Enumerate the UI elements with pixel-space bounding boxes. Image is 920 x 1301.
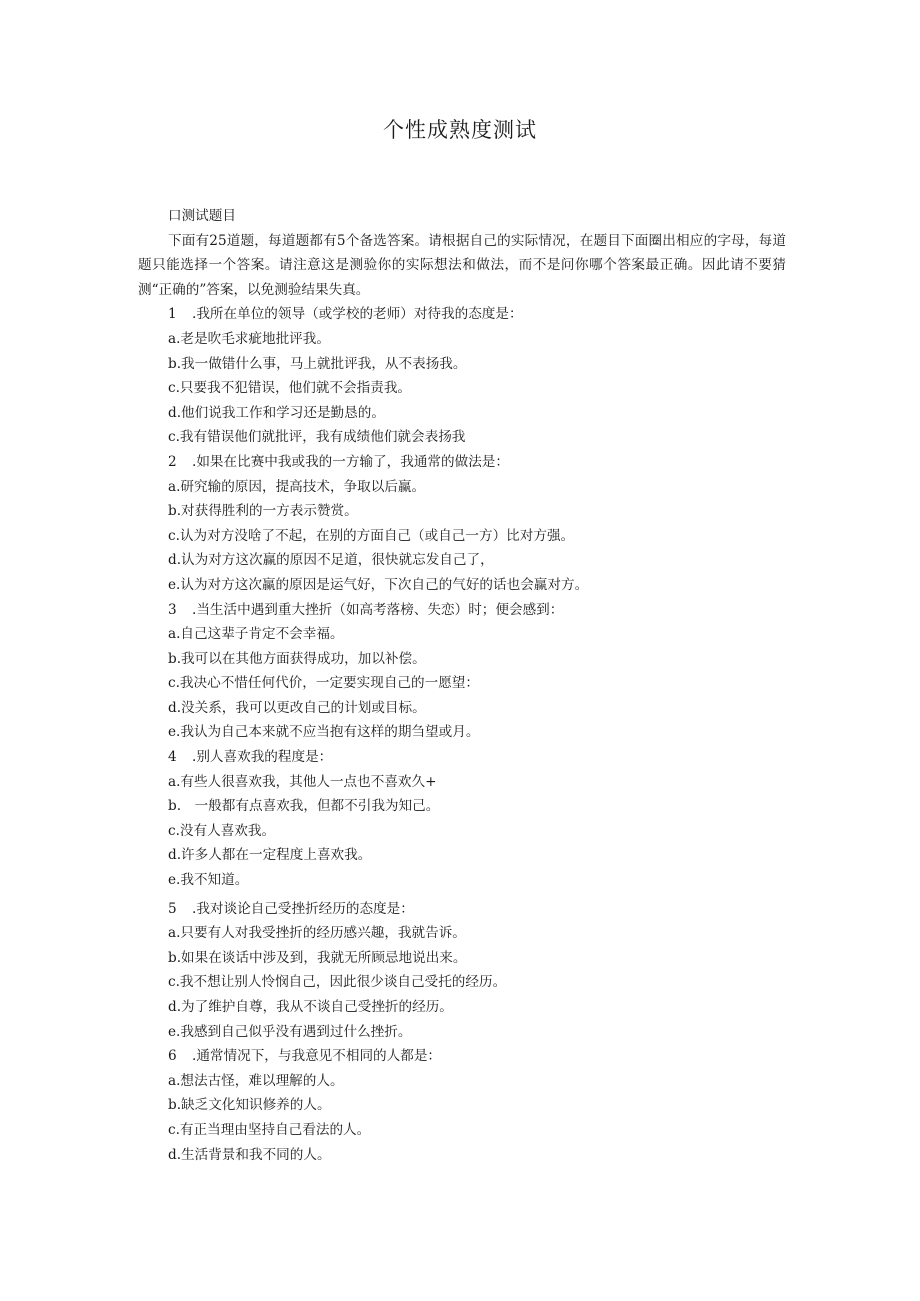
question-stem <box>138 450 786 475</box>
answer-option: c.我有错误他们就批评，我有成绩他们就会表扬我 <box>168 429 466 446</box>
question <box>138 450 786 598</box>
answer-option: b. 一般都有点喜欢我，但都不引我为知己。 <box>168 798 440 815</box>
question-text: .别人喜欢我的程度是： <box>192 749 333 766</box>
answer-option: b.我一做错什么事，马上就批评我，从不表扬我。 <box>168 355 467 372</box>
intro-paragraph: 下面有25道题，每道题都有5个备选答案。请根据自己的实际情况，在题目下面圈出相应的字母，每道题只能选择一个答案。请注意这是测验你的实际想法和做法，而不是问你哪个答案最正确。因此请不要猜测“正确的”答案，以免测验结果失真。 <box>138 232 786 298</box>
answer-option: e.认为对方这次赢的原因是运气好，下次自己的气好的话也会赢对方。 <box>168 576 589 593</box>
question-number: 2 <box>168 453 177 470</box>
answer-option: e.我认为自己本来就不应当抱有这样的期刍望或月。 <box>168 724 480 741</box>
document-body <box>138 204 786 1167</box>
answer-option: b.我可以在其他方面获得成功，加以补偿。 <box>168 650 426 667</box>
answer-option: d.他们说我工作和学习还是勤恳的。 <box>168 404 385 421</box>
question-text: .我对谈论自己受挫折经历的态度是： <box>192 900 414 917</box>
question-text: .如果在比赛中我或我的一方输了，我通常的做法是： <box>192 453 509 470</box>
answer-option: c.只要我不犯错误，他们就不会指责我。 <box>168 380 412 397</box>
question-number: 6 <box>168 1048 177 1065</box>
question-stem <box>138 1044 786 1069</box>
question-number: 1 <box>168 306 177 323</box>
answer-option: a.只要有人对我受挫折的经历感兴趣，我就告诉。 <box>168 925 466 942</box>
question-stem <box>138 745 786 770</box>
answer-option: c.有正当理由坚持自己看法的人。 <box>168 1121 371 1138</box>
question-number: 4 <box>168 749 177 766</box>
answer-option: d.为了维护自尊，我从不谈自己受挫折的经历。 <box>168 999 453 1015</box>
answer-option: c.我不想让别人怜悯自己，因此很少谈自己受托的经历。 <box>168 974 507 991</box>
question-stem <box>138 302 786 327</box>
page-title: 个性成熟度测试 <box>383 118 537 142</box>
answer-option: e.我不知道。 <box>168 872 249 889</box>
question-text: .通常情况下，与我意见不相同的人都是： <box>192 1048 442 1065</box>
question-stem <box>138 598 786 623</box>
answer-option: e.我感到自己似乎没有遇到过什么挫折。 <box>168 1023 412 1040</box>
question <box>138 897 786 1045</box>
answer-option: b.缺乏文化知识修养的人。 <box>168 1097 331 1114</box>
answer-option: d.许多人都在一定程度上喜欢我。 <box>168 847 372 864</box>
question <box>138 1044 786 1167</box>
question-stem <box>138 897 786 922</box>
answer-option: b.如果在谈话中涉及到，我就无所顾忌地说出来。 <box>168 949 467 966</box>
answer-option: d.生活背景和我不同的人。 <box>168 1146 331 1163</box>
answer-option: c.认为对方没啥了不起，在别的方面自己（或自己一方）比对方强。 <box>168 527 575 544</box>
answer-option: a.研究输的原因，提高技术，争取以后赢。 <box>168 478 426 495</box>
question-list <box>138 302 786 1167</box>
question <box>138 598 786 746</box>
answer-option: c.我决心不惜任何代价，一定要实现自己的一愿望： <box>168 675 479 692</box>
answer-option: a.自己这辈子肯定不会幸福。 <box>168 626 344 643</box>
section-heading: 口测试题目 <box>168 208 236 224</box>
question-number: 5 <box>168 900 177 917</box>
question-number: 3 <box>168 601 177 618</box>
answer-option: c.没有人喜欢我。 <box>168 822 276 839</box>
answer-option: a.想法古怪，难以理解的人。 <box>168 1072 344 1089</box>
answer-option: b.对获得胜利的一方表示赞赏。 <box>168 503 358 520</box>
question-text: .我所在单位的领导（或学校的老师）对待我的态度是： <box>192 306 523 323</box>
question <box>138 302 786 450</box>
question-text: .当生活中遇到重大挫折（如高考落榜、失恋）时；便会感到： <box>192 601 564 618</box>
answer-option: d.认为对方这次赢的原因不足道，很快就忘发自己了， <box>168 552 494 569</box>
answer-option: a.老是吹毛求疵地批评我。 <box>168 330 330 347</box>
question <box>138 745 786 893</box>
answer-option: a.有些人很喜欢我，其他人一点也不喜欢久+ <box>168 773 437 790</box>
answer-option: d.没关系，我可以更改自己的计划或目标。 <box>168 699 426 716</box>
